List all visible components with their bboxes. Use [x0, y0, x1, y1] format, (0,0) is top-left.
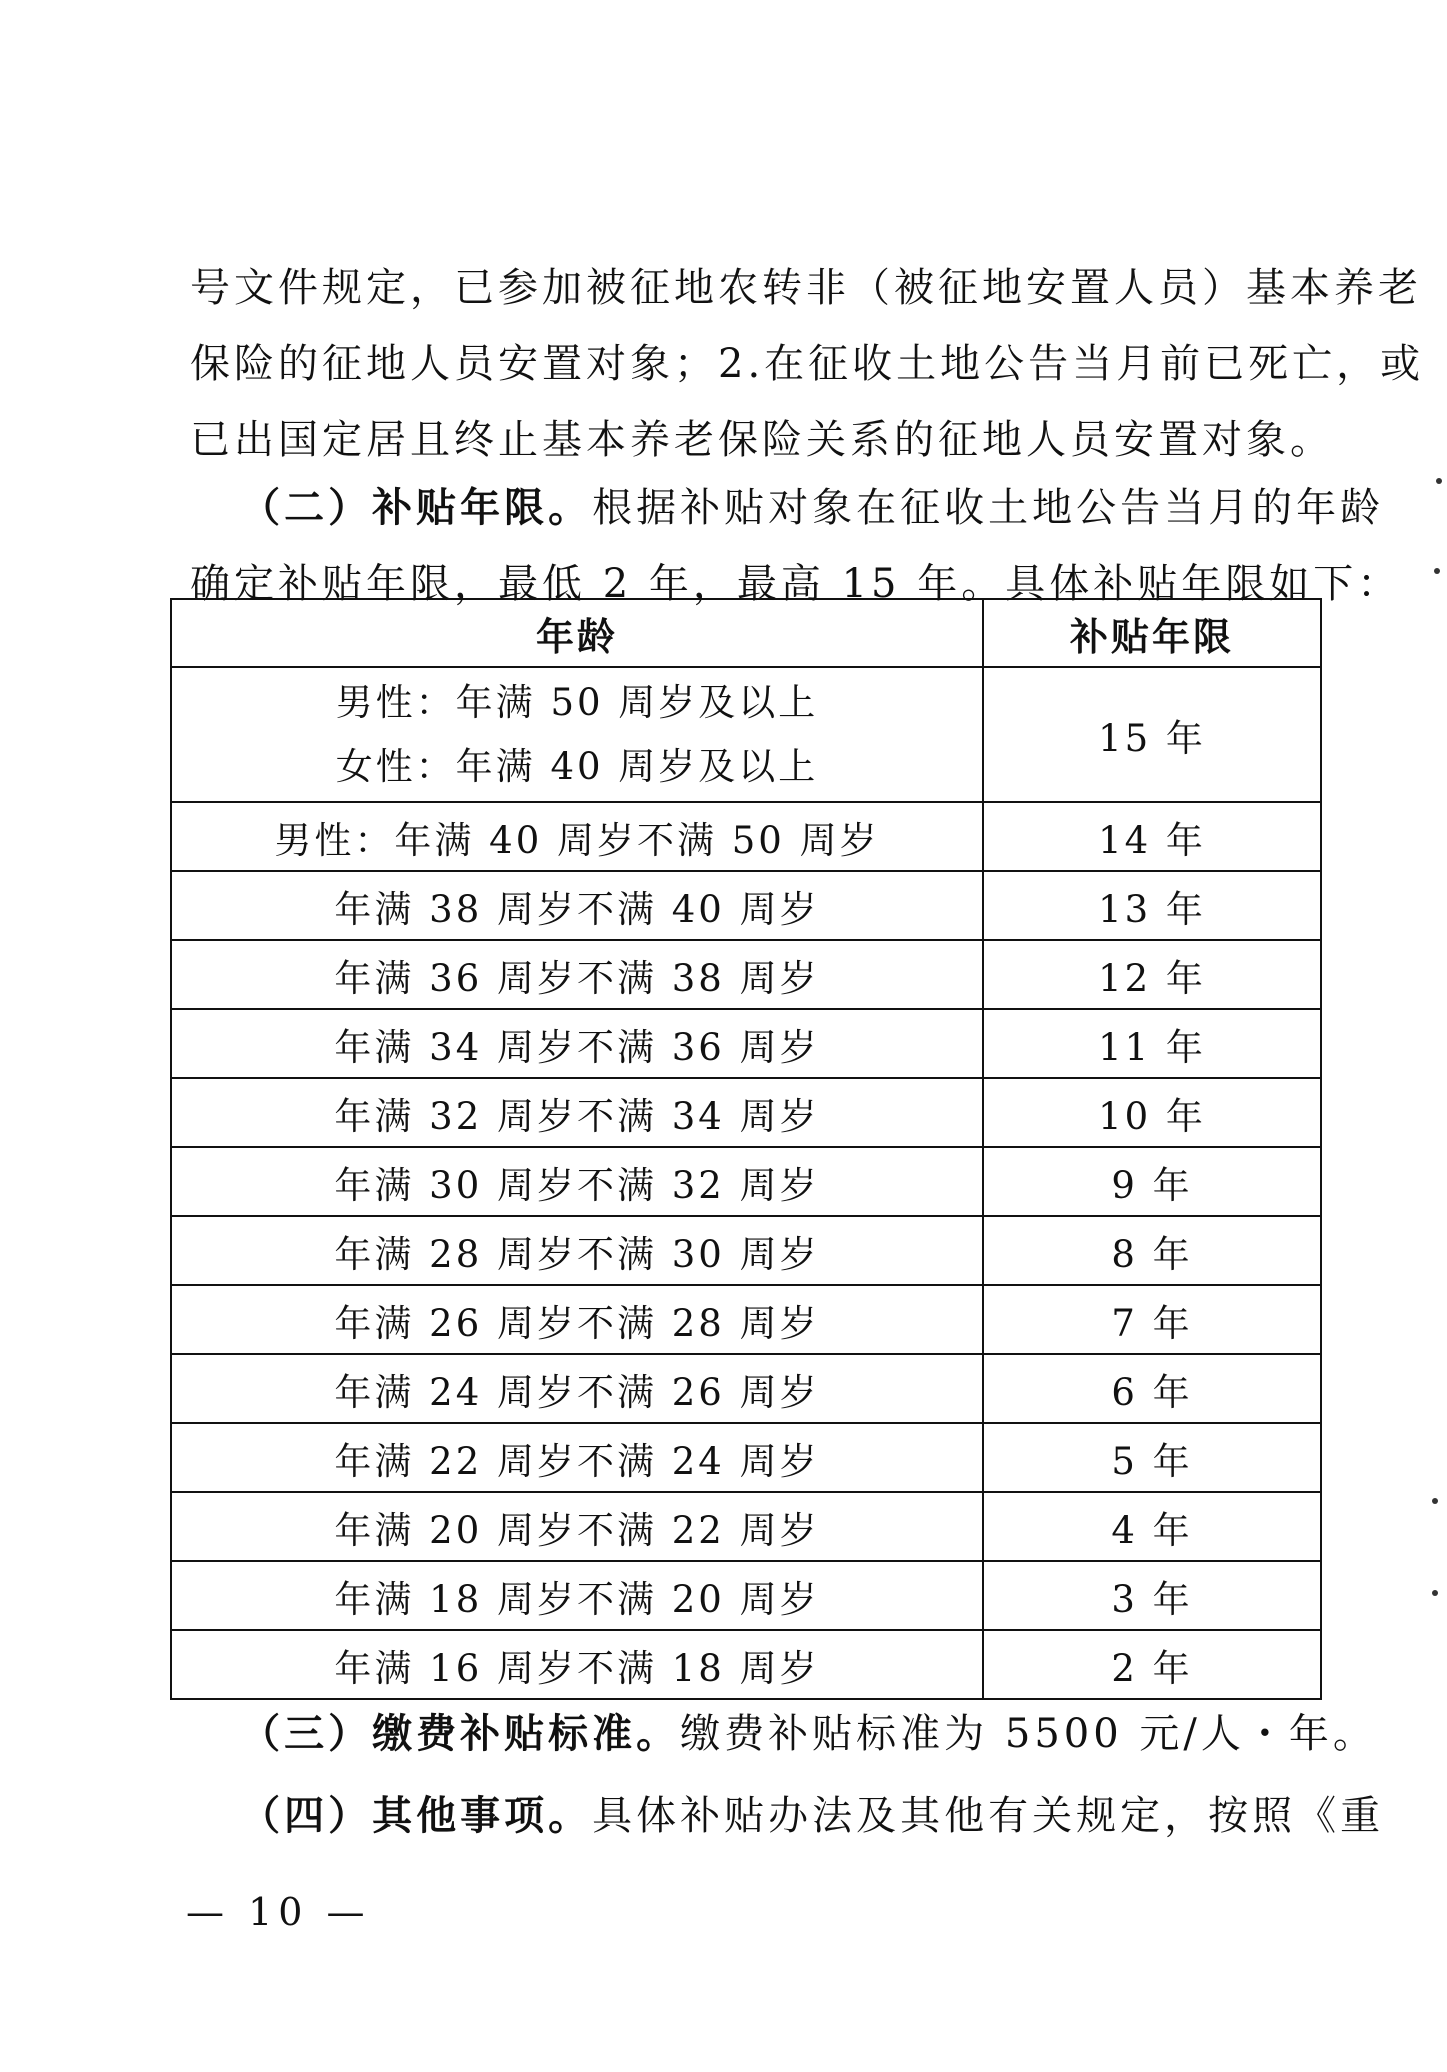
years-cell: 12 年 — [983, 940, 1321, 1009]
age-cell: 男性：年满 40 周岁不满 50 周岁 — [171, 802, 983, 871]
table-row — [171, 1216, 1321, 1285]
table-row — [171, 667, 1321, 802]
section-two-line-1 — [190, 470, 1385, 546]
age-cell: 年满 28 周岁不满 30 周岁 — [171, 1216, 983, 1285]
section-three-line — [190, 1696, 1377, 1772]
years-cell: 13 年 — [983, 871, 1321, 940]
table-row — [171, 1492, 1321, 1561]
section-four-heading: （四）其他事项。 — [240, 1792, 593, 1839]
age-cell: 年满 38 周岁不满 40 周岁 — [171, 871, 983, 940]
table-row — [171, 940, 1321, 1009]
age-cell: 年满 32 周岁不满 34 周岁 — [171, 1078, 983, 1147]
table-row — [171, 1423, 1321, 1492]
age-cell: 年满 34 周岁不满 36 周岁 — [171, 1009, 983, 1078]
years-cell: 14 年 — [983, 802, 1321, 871]
years-cell: 4 年 — [983, 1492, 1321, 1561]
section-four-text: 具体补贴办法及其他有关规定，按照《重 — [592, 1793, 1385, 1839]
table-row — [171, 802, 1321, 871]
table-row — [171, 1630, 1321, 1699]
section-four-line — [190, 1778, 1385, 1854]
scan-speck — [1432, 1590, 1438, 1596]
subsidy-years-table — [170, 598, 1322, 1700]
section-three-text: 缴费补贴标准为 5500 元/人・年。 — [680, 1711, 1377, 1757]
paragraph-line: 已出国定居且终止基本养老保险关系的征地人员安置对象。 — [190, 417, 1334, 463]
table-row — [171, 1147, 1321, 1216]
years-cell: 9 年 — [983, 1147, 1321, 1216]
section-two-line-2: 确定补贴年限，最低 2 年，最高 15 年。具体补贴年限如下： — [190, 561, 1402, 607]
age-cell: 年满 30 周岁不满 32 周岁 — [171, 1147, 983, 1216]
years-cell: 5 年 — [983, 1423, 1321, 1492]
page-number: — 10 — — [186, 1890, 371, 1934]
paragraph-line: 保险的征地人员安置对象；2.在征收土地公告当月前已死亡，或 — [190, 341, 1425, 387]
age-column-header: 年龄 — [171, 599, 983, 667]
years-cell: 8 年 — [983, 1216, 1321, 1285]
age-cell: 年满 24 周岁不满 26 周岁 — [171, 1354, 983, 1423]
table-row — [171, 1285, 1321, 1354]
section-two-heading: （二）补贴年限。 — [240, 484, 593, 531]
age-cell: 年满 26 周岁不满 28 周岁 — [171, 1285, 983, 1354]
table-row — [171, 871, 1321, 940]
age-cell: 年满 16 周岁不满 18 周岁 — [171, 1630, 983, 1699]
years-cell: 10 年 — [983, 1078, 1321, 1147]
years-cell: 6 年 — [983, 1354, 1321, 1423]
years-cell: 11 年 — [983, 1009, 1321, 1078]
table-header-row — [171, 599, 1321, 667]
scan-speck — [1432, 1498, 1438, 1504]
age-cell: 年满 18 周岁不满 20 周岁 — [171, 1561, 983, 1630]
paragraph-top — [190, 250, 1425, 478]
age-cell: 年满 22 周岁不满 24 周岁 — [171, 1423, 983, 1492]
years-cell: 15 年 — [983, 667, 1321, 802]
scan-speck — [1434, 568, 1440, 574]
age-cell — [171, 667, 983, 802]
table-row — [171, 1561, 1321, 1630]
years-cell: 7 年 — [983, 1285, 1321, 1354]
age-female-line: 女性：年满 40 周岁及以上 — [335, 744, 819, 788]
age-male-line: 男性：年满 50 周岁及以上 — [335, 680, 819, 724]
section-two-text: 根据补贴对象在征收土地公告当月的年龄 — [592, 485, 1385, 531]
years-cell: 3 年 — [983, 1561, 1321, 1630]
table-row — [171, 1354, 1321, 1423]
scan-speck — [1436, 478, 1442, 484]
section-four-paragraph — [190, 1778, 1385, 1854]
section-three-heading: （三）缴费补贴标准。 — [240, 1710, 681, 1757]
years-column-header: 补贴年限 — [983, 599, 1321, 667]
age-cell: 年满 36 周岁不满 38 周岁 — [171, 940, 983, 1009]
table-row — [171, 1009, 1321, 1078]
age-cell: 年满 20 周岁不满 22 周岁 — [171, 1492, 983, 1561]
paragraph-line: 号文件规定，已参加被征地农转非（被征地安置人员）基本养老 — [190, 265, 1422, 311]
table-row — [171, 1078, 1321, 1147]
section-three-paragraph — [190, 1696, 1377, 1772]
years-cell: 2 年 — [983, 1630, 1321, 1699]
